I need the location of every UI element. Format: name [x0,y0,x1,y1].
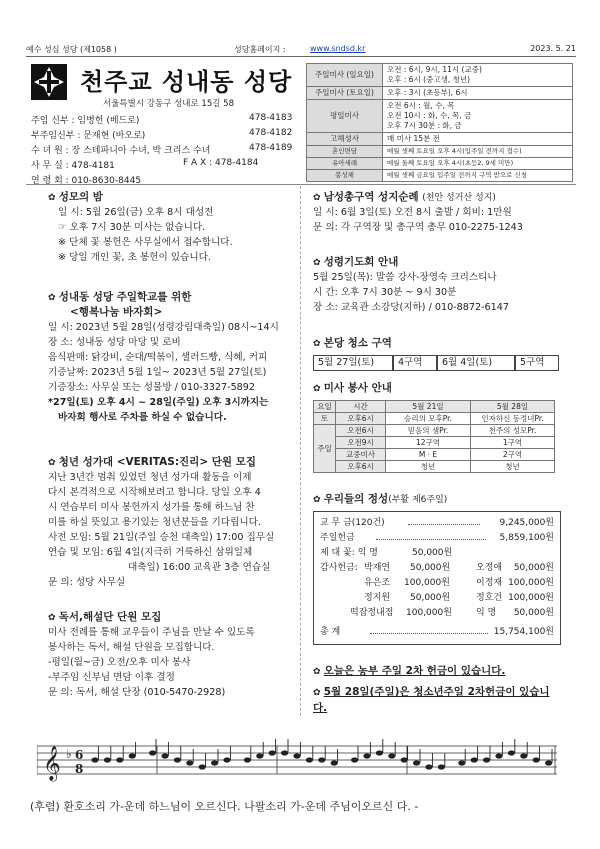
staff-row [31,113,301,126]
section-title [313,381,593,396]
donor-amount: 50,000원 [513,563,554,573]
table-cell: 믿음의 샘Pr. [386,425,471,437]
staff-role: 수 녀 원 : 장 스테파니아 수녀, 박 크리스 수녀 [31,146,211,156]
mass-value: 오후 : 3시 (초등부), 6시 [383,87,573,100]
flower-icon: ✿ [48,293,59,303]
music-note [306,757,313,762]
music-note [186,760,193,765]
music-note [351,757,358,762]
music-note [458,760,465,765]
header-bottom-divider [26,184,576,185]
staff-role: 부주임신부 : 문재현 (바오로) [31,131,146,141]
donor-amount: 50,000원 [513,608,554,618]
music-note [256,753,263,758]
music-note [331,760,338,765]
info-line: 시 간: 오후 7시 30분 ~ 9시 30분 [313,287,457,298]
music-note [129,753,136,758]
info-line: 일 시: 2023년 5월 28일(성령강림대축일) 08시~14시 [48,322,279,333]
table-cell: 2구역 [471,449,555,461]
music-note [174,757,181,762]
table-cell: 1구역 [471,437,555,449]
music-note [211,760,218,765]
flower-icon: ✿ [313,339,324,349]
offering-amount: 50,000원 [412,548,453,558]
section-bazaar [48,290,328,425]
info-line: ☞ 오후 7시 30분 미사는 없습니다. [58,222,206,233]
info-line: 지난 3년간 멈춰 있었던 청년 성가대 활동을 이제 [48,472,252,483]
table-cell: 인자하신 동정녀Pr. [471,413,555,425]
donor-name: 떡잡정내점 [350,608,394,618]
flower-icon: ✿ [313,384,324,394]
mass-label: 주일미사 (토요일) [307,87,383,100]
table-cell: 오후6시 [336,461,386,473]
notice-item [313,664,593,680]
table-cell: 청년 [386,461,471,473]
donor-name: 오정애 [476,563,503,573]
flower-icon: ✿ [313,193,324,203]
music-note [438,764,445,769]
info-line: 장 소: 성내동 성당 마당 및 로비 [48,337,181,348]
section-title-text: 청년 성가대 <VERITAS:진리> 단원 모집 [58,456,257,468]
donor-amount: 50,000원 [410,593,451,603]
table-cell: 천주의 성모Pr. [471,425,555,437]
column-header: 5월 28일 [471,401,555,413]
flower-icon: ✿ [313,495,324,505]
music-note [318,757,325,762]
cleaning-table [313,355,593,371]
table-row [314,425,555,437]
info-line: 미를 하실 뜻있고 용기있는 청년분들을 기다립니다. [48,517,261,528]
music-note [269,750,276,755]
cleaning-date: 5월 27일(토) [313,355,393,371]
table-row [314,437,555,449]
table-cell: M · E [386,449,471,461]
funeral-phone: 연 령 회 : 010-8630-8445 [31,176,142,186]
mass-row [307,100,573,133]
section-offering [313,492,593,645]
info-line: 문 의: 독서, 해설 단장 (010-5470-2928) [48,687,226,698]
info-line: 기증날짜: 2023년 5월 1일~ 2023년 5월 27일(토) [48,367,267,378]
section-title-text: 독서,해설단 단원 모집 [58,611,162,623]
church-name: 천주교 성내동 성당 [80,67,293,96]
flower-icon: ✿ [313,688,324,698]
offering-label: 제 대 꽃: 익 명 [320,548,378,558]
music-note [199,764,206,769]
section-title [48,455,328,470]
mass-row [307,158,573,170]
section-notices [313,664,593,716]
offering-row [320,531,554,546]
info-line: 문 의: 각 구역장 및 총구역 총무 010-2275-1243 [313,222,523,233]
section-title-text: 성모의 밤 [58,191,103,203]
offering-row [320,546,554,561]
hymn-notes [91,739,557,770]
table-row [314,461,555,473]
section-title-text: 남성총구역 성지순례 [323,191,419,203]
flower-icon: ✿ [48,458,59,468]
music-note [149,750,156,755]
column-header: 5월 21일 [386,401,471,413]
section-title-text: 성내동 성당 주일학교를 위한 [58,291,192,303]
info-line: ※ 단체 꽃 봉헌은 사무실에서 접수합니다. [58,237,233,248]
mass-value [383,100,573,133]
info-line: 다시 본격적으로 시작해보려고 합니다. 당일 오후 4 [48,487,261,498]
section-mass-service [313,381,593,473]
thanks-label: 감사헌금: [320,563,358,573]
offering-row [320,516,554,531]
issue-date: 2023. 5. 21 [530,44,576,53]
donor-amount: 50,000원 [410,563,451,573]
info-line: 5월 25일(목): 말씀 강사-장영숙 크리스티나 [313,272,497,283]
office-phone: 사 무 실 : 478-4181 [31,161,115,171]
homepage-link[interactable]: www.sndsd.kr [310,44,366,53]
table-cell: 오후6시 [336,413,386,425]
mass-label: 유아세례 [307,158,383,170]
notice-text: 5월 28일(주일)은 청소년주일 2차헌금이 있습니다. [313,686,550,714]
mass-line: 오전 6시 : 월, 수, 목 [387,101,455,110]
flower-icon: ✿ [313,667,324,677]
table-cell: 교중미사 [336,449,386,461]
mass-label: 주일미사 (일요일) [307,64,383,87]
offering-box [313,511,561,645]
section-subtitle: <행복나눔 바자회> [70,306,163,318]
section-title-sub: (천안 성거산 성지) [422,193,496,203]
mass-row [307,170,573,182]
section-title [313,255,593,270]
section-title [313,336,593,351]
donor-name: 익 명 [476,608,497,618]
staff-row [31,143,301,156]
donor-amount: 100,000원 [508,578,554,588]
total-label: 총 계 [320,627,341,637]
music-note [104,757,111,762]
music-note [425,764,432,769]
section-title [48,290,328,305]
treble-clef-icon: 𝄞 [43,746,61,781]
thanks-row [320,606,554,621]
donor-name: 정호건 [476,593,503,603]
mass-line: 오전 : 6시, 9시, 11시 (교중) [387,65,482,74]
offering-amount: 5,859,100원 [499,533,554,543]
table-cell: 청년 [471,461,555,473]
table-cell: 승리의 모후Pr. [386,413,471,425]
table-cell: 오전6시 [336,425,386,437]
info-line: 일 시: 5월 26일(금) 오후 8시 대성전 [58,207,214,218]
mass-label: 평일미사 [307,100,383,133]
donor-name: 이정재 [476,578,503,588]
section-title [313,492,593,507]
flower-icon: ✿ [313,258,324,268]
section-title [48,610,328,625]
music-note [116,757,123,762]
mass-times-table [306,63,573,182]
mass-label: 혼인면담 [307,146,383,158]
section-cleaning [313,336,593,371]
staff-role: 주임 신부 : 임병헌 (베드로) [31,116,140,126]
donor-name: 정지원 [364,593,391,603]
music-note [508,750,515,755]
music-note [545,760,552,765]
offering-amount: 9,245,000원 [499,518,554,528]
homepage-label: 성당홈페이지 : [234,45,286,54]
info-line: 문 의: 성당 사무실 [48,577,126,588]
column-header: 요일 [314,401,336,413]
music-note [401,757,408,762]
parking-notice: *27일(토) 오후 4시 ~ 28일(주일) 오후 3시까지는 [48,397,269,408]
time-signature-bottom: 8 [75,762,84,776]
section-title-text: 성령기도회 안내 [323,256,399,268]
column-header: 시간 [336,401,386,413]
info-line: 일 시: 6월 3일(토) 오전 8시 출발 / 회비: 1만원 [313,207,512,218]
info-line: ※ 당일 개인 꽃, 초 봉헌이 있습니다. [58,252,211,263]
mass-line: 오후 7시 30분 : 화, 금 [387,121,462,130]
fax-number: F A X : 478-4184 [183,158,259,168]
info-line: 음식판매: 닭강비, 순대/떡볶이, 샐러드빵, 식혜, 커피 [48,352,268,363]
hymn-lyrics: (후렴) 환호소리 가-운데 하느님이 오르신다. 나팔소리 가-운데 주님이오르신 다. - [30,800,419,813]
music-note [244,757,251,762]
music-note [363,753,370,758]
info-line: 사전 모임: 5월 21일(주일 승천 대축일) 17:00 집무실 [48,532,275,543]
mass-value: 매월 둘째 토요일 오후 4시(초등2, 9세 미만) [383,158,573,170]
info-line: -부주임 신부님 면담 이후 결정 [48,672,175,683]
music-note [413,760,420,765]
music-note [520,753,527,758]
staff-phone: 478-4189 [249,143,293,153]
hymn-staff [37,736,557,786]
donor-amount: 100,000원 [406,608,452,618]
section-title-text: 미사 봉사 안내 [323,382,392,394]
total-row [320,625,554,640]
section-readers [48,610,328,700]
info-line: -평일(월~금) 오전/오후 미사 봉사 [48,657,191,668]
section-prayer-meeting [313,255,593,315]
parking-notice: 바자회 행사로 주차를 하실 수 없습니다. [58,412,227,423]
music-note [281,750,288,755]
music-note [293,753,300,758]
table-cell: 토 [314,413,336,425]
leader-dots [408,516,480,525]
flower-icon: ✿ [48,613,59,623]
mass-value [383,64,573,87]
header-divider [26,56,576,57]
mass-value: 매월 셋째 토요일 오후 4시(입주일 전까지 접수) [383,146,573,158]
music-note [495,753,502,758]
staff-phone: 478-4183 [249,113,293,123]
mass-row [307,133,573,146]
info-line: 대축일) 16:00 교육관 3층 연습실 [128,562,271,573]
cleaning-area: 4구역 [393,355,437,371]
staff-phone: 478-4182 [249,128,293,138]
mass-value: 매 미사 15분 전 [383,133,573,146]
music-note [91,757,98,762]
mass-label: 봉성체 [307,170,383,182]
mass-row [307,64,573,87]
section-title-sub: (부활 제6주일) [388,495,448,505]
notice-text: 오늘은 농부 주일 2차 헌금이 있습니다. [323,665,506,677]
music-note [471,757,478,762]
flower-icon: ✿ [48,193,59,203]
table-header-row [314,401,555,413]
total-amount: 15,754,100원 [493,627,554,637]
info-line: 봉사하는 독서, 해설 단원을 모집합니다. [48,642,215,653]
thanks-row [320,561,554,576]
staff-lines [37,746,557,774]
music-note [388,753,395,758]
church-address: 서울특별시 강동구 성내로 15길 58 [103,99,234,109]
info-line: 시 연습부터 미사 봉헌까지 성가를 통해 하느님 찬 [48,502,255,513]
mass-line: 오전 10시 : 화, 수, 목, 금 [387,111,472,120]
church-logo-icon [30,63,68,101]
table-row [314,413,555,425]
section-title-text: 우리들의 정성 [323,493,389,505]
donor-name: 유은조 [364,578,391,588]
offering-label: 주일헌금 [320,533,355,543]
donor-amount: 100,000원 [404,578,450,588]
section-youth-choir [48,455,328,590]
donor-amount: 100,000원 [508,593,554,603]
cleaning-date: 6월 4일(토) [437,355,515,371]
section-title [313,190,593,205]
table-cell: 주일 [314,425,336,473]
music-note [161,753,168,758]
info-line: 미사 전례를 통해 교우들이 주님을 만날 수 있도록 [48,627,255,638]
cleaning-area: 5구역 [515,355,559,371]
thanks-row [320,576,554,591]
flat-icon: ♭ [66,747,72,761]
table-row [314,449,555,461]
music-note [483,757,490,762]
thanks-row [320,591,554,606]
section-mother-night [48,190,328,265]
info-line: 기증장소: 사무실 또는 성물방 / 010-3327-5892 [48,382,255,393]
offering-label: 교 무 금(120건) [320,518,385,528]
mass-row [307,146,573,158]
leader-dots [376,531,486,540]
mass-line: 오후 : 6시 (중고생, 청년) [387,75,471,84]
music-note [376,750,383,755]
notice-item [313,685,563,716]
time-signature-top: 6 [75,748,84,762]
mass-row [307,87,573,100]
section-title [48,190,328,205]
music-note [223,757,230,762]
section-title-text: 본당 청소 구역 [323,337,392,349]
mass-service-table [313,400,555,473]
table-cell: 12구역 [386,437,471,449]
staff-row [31,128,301,141]
leader-dots [370,625,488,634]
info-line: 연습 및 모임: 6월 4일(지극히 거룩하신 삼위일체 [48,547,253,558]
staff-row [31,158,301,171]
music-note [533,757,540,762]
table-cell: 오전9시 [336,437,386,449]
bulletin-issue: 예수 성심 성당 (제1058 ) [26,45,117,54]
info-line: 장 소: 교육관 소강당(지하) / 010-8872-6147 [313,302,509,313]
mass-value: 매월 셋째 금요일 입주일 전까지 구역 받으로 신청 [383,170,573,182]
donor-name: 박재연 [364,563,391,573]
section-pilgrimage [313,190,593,235]
mass-label: 고해성사 [307,133,383,146]
